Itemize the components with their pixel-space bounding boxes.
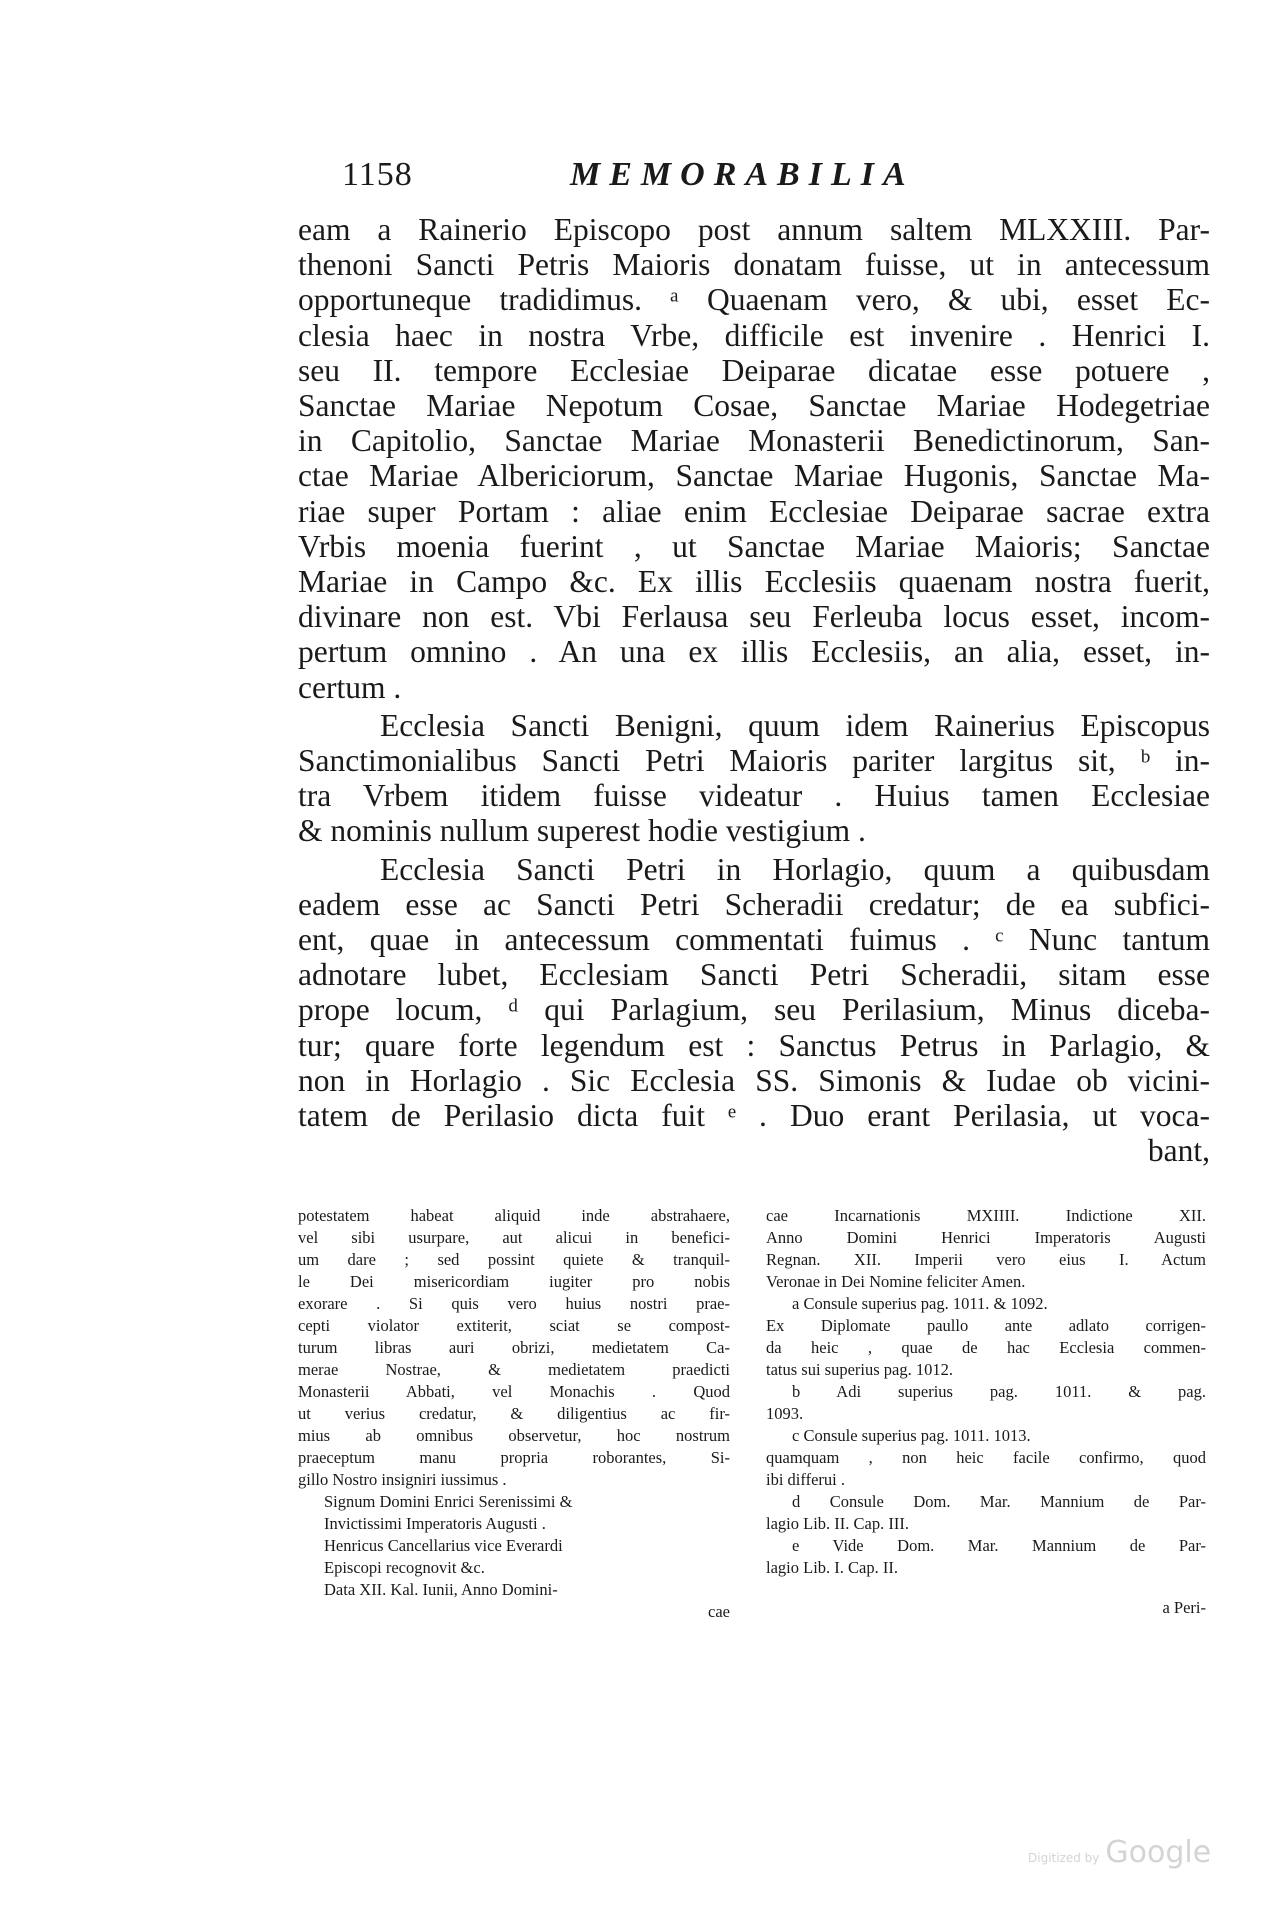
note-line: Henricus Cancellarius vice Everardi	[324, 1536, 563, 1555]
note-line: da heic , quae de hac Ecclesia commen-	[766, 1338, 1206, 1357]
footnote-e: e Vide Dom. Mar. Mannium de Par-	[792, 1536, 1206, 1555]
footnotes-left-column	[298, 1205, 730, 1623]
main-text-block	[298, 212, 1210, 1168]
text-line: certum .	[298, 669, 402, 705]
text-line: ctae Mariae Albericiorum, Sanctae Mariae Hugonis, Sanctae Ma-	[298, 458, 1210, 494]
note-line: lagio Lib. I. Cap. II.	[766, 1558, 898, 1577]
note-line: Anno Domini Henrici Imperatoris Augusti	[766, 1228, 1206, 1247]
note-line: praeceptum manu propria roborantes, Si-	[298, 1448, 730, 1467]
note-line: tatus sui superius pag. 1012.	[766, 1360, 953, 1379]
note-line: cae Incarnationis MXIIII. Indictione XII.	[766, 1206, 1206, 1225]
text-line: ent, quae in antecessum commentati fuimus . ᶜ Nunc tantum	[298, 922, 1210, 958]
note-line: turum libras auri obrizi, medietatem Ca-	[298, 1338, 730, 1357]
watermark-prefix: Digitized by	[1028, 1851, 1100, 1865]
note-line: ut verius credatur, & diligentius ac fir-	[298, 1404, 730, 1423]
text-line: riae super Portam : aliae enim Ecclesiae Deiparae sacrae extra	[298, 493, 1210, 529]
text-line: Sanctimonialibus Sancti Petri Maioris pariter largitus sit, ᵇ in-	[298, 743, 1210, 779]
note-line: Invictissimi Imperatoris Augusti .	[324, 1514, 546, 1533]
note-line: le Dei misericordiam iugiter pro nobis	[298, 1272, 730, 1291]
text-line: Mariae in Campo &c. Ex illis Ecclesiis quaenam nostra fuerit,	[298, 564, 1210, 600]
text-line: & nominis nullum superest hodie vestigium .	[298, 813, 866, 849]
text-line: Sanctae Mariae Nepotum Cosae, Sanctae Mariae Hodegetriae	[298, 388, 1210, 424]
note-line: Episcopi recognovit &c.	[324, 1558, 485, 1577]
text-line: adnotare lubet, Ecclesiam Sancti Petri Scheradii, sitam esse	[298, 957, 1210, 993]
text-line: eadem esse ac Sancti Petri Scheradii credatur; de ea subfici-	[298, 886, 1210, 922]
note-line: exorare . Si quis vero huius nostri prae-	[298, 1294, 730, 1313]
footnotes-right-column	[766, 1205, 1206, 1619]
text-line: seu II. tempore Ecclesiae Deiparae dicatae esse potuere ,	[298, 352, 1210, 388]
text-line: pertum omnino . An una ex illis Ecclesiis, an alia, esset, in-	[298, 634, 1210, 670]
note-line: Ex Diplomate paullo ante adlato corrigen-	[766, 1316, 1206, 1335]
footnote-a: a Consule superius pag. 1011. & 1092.	[792, 1294, 1048, 1313]
note-line: gillo Nostro insigniri iussimus .	[298, 1470, 507, 1489]
text-line: tatem de Perilasio dicta fuit ᵉ . Duo erant Perilasia, ut voca-	[298, 1098, 1210, 1134]
text-line: opportuneque tradidimus. ᵃ Quaenam vero, & ubi, esset Ec-	[298, 282, 1210, 318]
running-title: MEMORABILIA	[570, 156, 915, 193]
note-line: lagio Lib. II. Cap. III.	[766, 1514, 909, 1533]
running-header	[0, 156, 1288, 202]
text-line: non in Horlagio . Sic Ecclesia SS. Simonis & Iudae ob vicini-	[298, 1062, 1210, 1098]
footnote-d: d Consule Dom. Mar. Mannium de Par-	[792, 1492, 1206, 1511]
text-line: tur; quare forte legendum est : Sanctus Petrus in Parlagio, &	[298, 1027, 1210, 1063]
paragraph-start: Ecclesia Sancti Petri in Horlagio, quum a quibusdam	[380, 851, 1210, 887]
note-line: 1093.	[766, 1404, 804, 1423]
note-catchword: cae	[708, 1602, 730, 1621]
text-line: divinare non est. Vbi Ferlausa seu Ferleuba locus esset, incom-	[298, 599, 1210, 635]
note-line: potestatem habeat aliquid inde abstrahaere,	[298, 1206, 730, 1225]
note-line: vel sibi usurpare, aut alicui in benefici-	[298, 1228, 730, 1247]
page-number: 1158	[342, 156, 413, 193]
note-line: Signum Domini Enrici Serenissimi &	[324, 1492, 573, 1511]
paragraph-start: Ecclesia Sancti Benigni, quum idem Rainerius Episcopus	[380, 707, 1210, 743]
note-line: merae Nostrae, & medietatem praedicti	[298, 1360, 730, 1379]
note-line: ibi differui .	[766, 1470, 845, 1489]
text-line: in Capitolio, Sanctae Mariae Monasterii Benedictinorum, San-	[298, 423, 1210, 459]
note-line: quamquam , non heic facile confirmo, quod	[766, 1448, 1206, 1467]
footnote-c: c Consule superius pag. 1011. 1013.	[792, 1426, 1031, 1445]
text-line: clesia haec in nostra Vrbe, difficile est invenire . Henrici I.	[298, 317, 1210, 353]
catchword: bant,	[1147, 1133, 1210, 1169]
note-line: Veronae in Dei Nomine feliciter Amen.	[766, 1272, 1026, 1291]
note-line: Data XII. Kal. Iunii, Anno Domini-	[324, 1580, 558, 1599]
text-line: prope locum, ᵈ qui Parlagium, seu Perilasium, Minus diceba-	[298, 992, 1210, 1028]
text-line: tra Vrbem itidem fuisse videatur . Huius tamen Ecclesiae	[298, 778, 1210, 814]
note-line: mius ab omnibus observetur, hoc nostrum	[298, 1426, 730, 1445]
digitized-watermark	[1028, 1835, 1211, 1870]
text-line: thenoni Sancti Petris Maioris donatam fuisse, ut in antecessum	[298, 247, 1210, 283]
note-line: um dare ; sed possint quiete & tranquil-	[298, 1250, 730, 1269]
note-line: cepti violator extiterit, sciat se compost-	[298, 1316, 730, 1335]
text-line: Vrbis moenia fuerint , ut Sanctae Mariae Maioris; Sanctae	[298, 528, 1210, 564]
note-line: Monasterii Abbati, vel Monachis . Quod	[298, 1382, 730, 1401]
footnote-b: b Adi superius pag. 1011. & pag.	[792, 1382, 1206, 1401]
note-catchword: a Peri-	[1162, 1598, 1206, 1617]
google-logo-text: Google	[1105, 1835, 1212, 1870]
text-line: eam a Rainerio Episcopo post annum saltem MLXXIII. Par-	[298, 212, 1210, 247]
note-line: Regnan. XII. Imperii vero eius I. Actum	[766, 1250, 1206, 1269]
